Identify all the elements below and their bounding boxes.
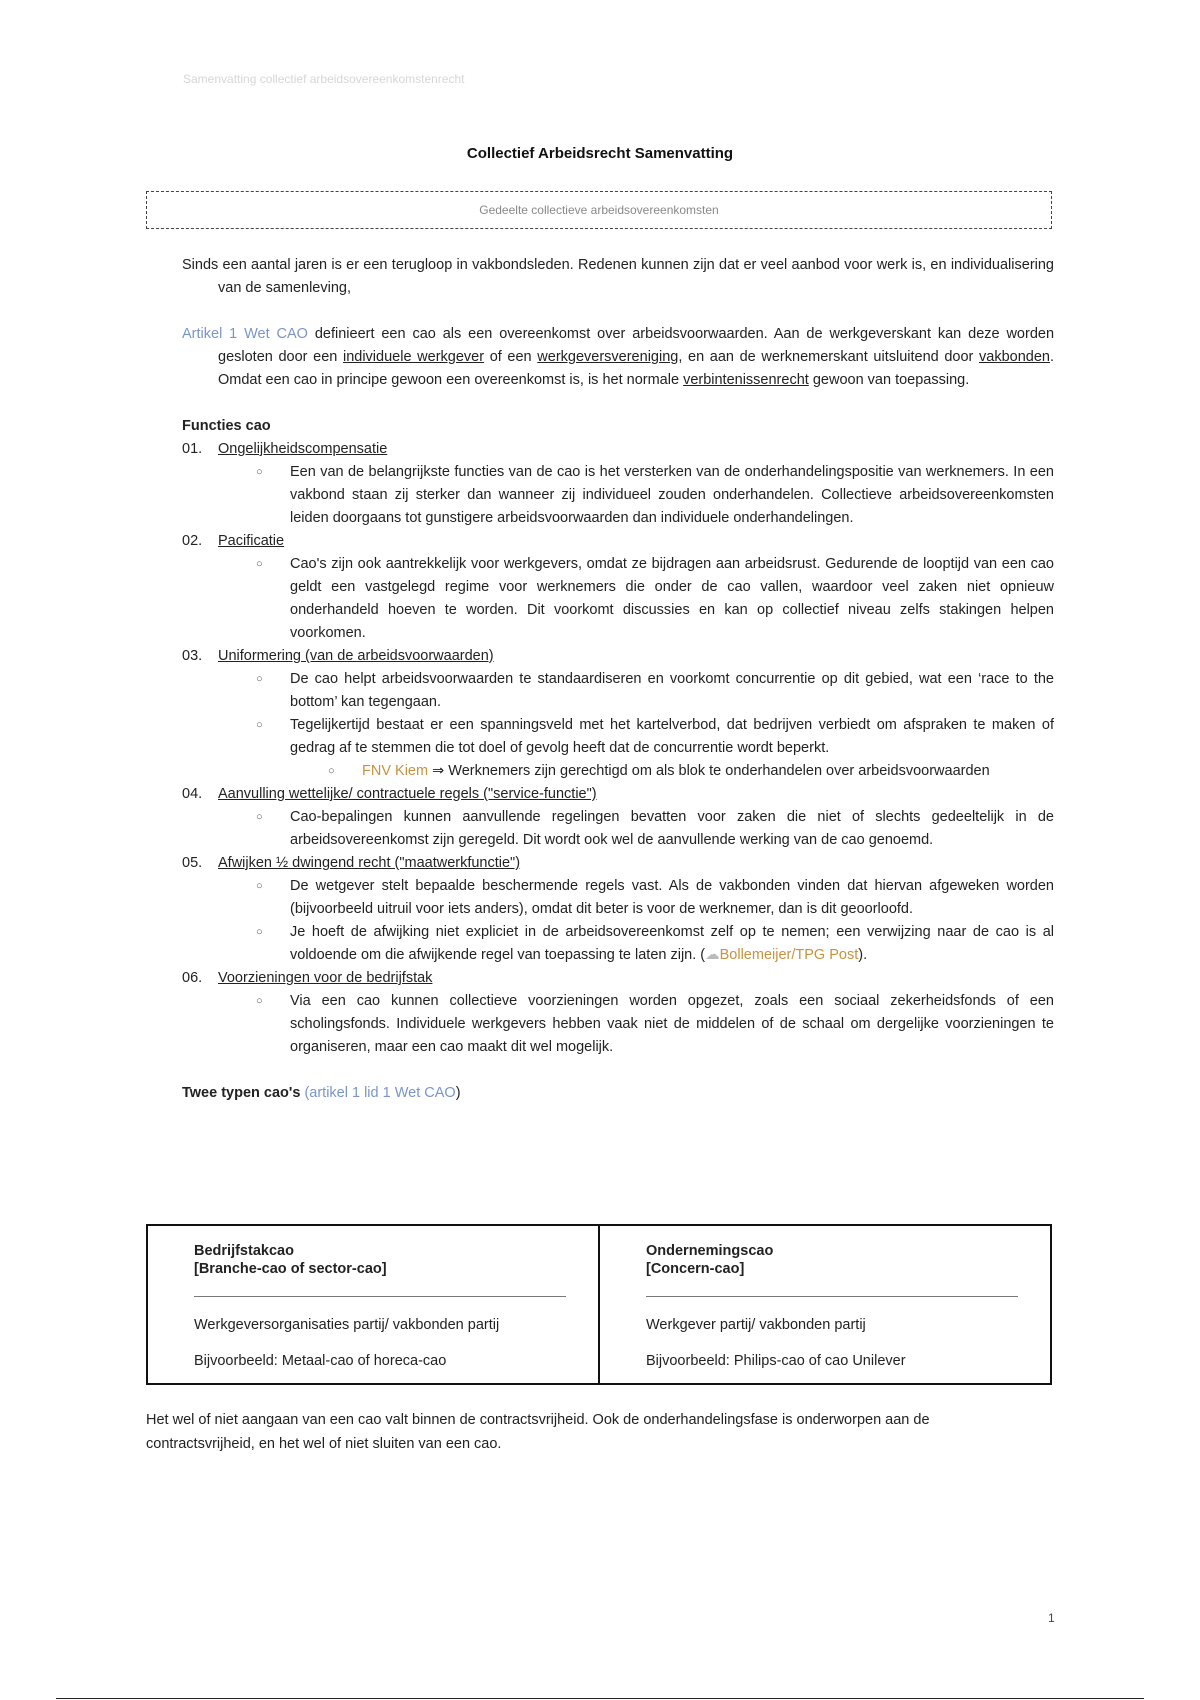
column-subtitle: [Concern-cao] [646, 1261, 745, 1277]
bullet-icon: ○ [256, 466, 263, 478]
bullet-icon: ○ [256, 995, 263, 1007]
running-header: Samenvatting collectief arbeidsovereenkomstenrecht [183, 72, 465, 86]
law-reference-link[interactable]: artikel 1 lid 1 Wet CAO [309, 1085, 456, 1101]
document-body [182, 254, 1054, 1105]
function-item: 04. Aanvulling wettelijke/ contractuele regels ("service-functie") [182, 786, 597, 802]
example-text: Bijvoorbeeld: Philips-cao of cao Unilever [646, 1353, 906, 1369]
sub-list-item: ○ FNV Kiem ⇒ Werknemers zijn gerechtigd om als blok te onderhandelen over arbeidsvoorwaarden [182, 760, 1054, 783]
function-title: Aanvulling wettelijke/ contractuele regels ("service-functie") [218, 786, 597, 802]
list-item: ○ Je hoeft de afwijking niet expliciet in de arbeidsovereenkomst zelf op te nemen; een verwijzing naar de cao is al voldoende om die afwijkende regel van toepassing te laten zijn. (☁Bollemeijer/TPG Post). [182, 921, 1054, 967]
page-number: 1 [1048, 1611, 1055, 1625]
column-title: Bedrijfstakcao [194, 1243, 294, 1259]
function-title: Afwijken ½ dwingend recht ("maatwerkfunctie") [218, 855, 521, 871]
subtitle-text: Gedeelte collectieve arbeidsovereenkomsten [479, 203, 719, 217]
function-item: 05. Afwijken ½ dwingend recht ("maatwerkfunctie") [182, 855, 521, 871]
column-title: Ondernemingscao [646, 1243, 774, 1259]
list-item: ○ Via een cao kunnen collectieve voorzieningen worden opgezet, zoals een sociaal zekerheidsfonds of een scholingsfonds. Individuele werkgevers hebben vaak niet de middelen of de schaal om dergelijke voorzieningen te organiseren, maar een cao maakt dit wel mogelijk. [182, 990, 1054, 1059]
case-reference-link[interactable]: Bollemeijer/TPG Post [719, 947, 859, 963]
definition-paragraph: Artikel 1 Wet CAO definieert een cao als een overeenkomst over arbeidsvoorwaarden. Aan de werkgeverskant kan deze worden gesloten door een individuele werkgever of een werkgeversvereniging, en aan de werknemerskant uitsluitend door vakbonden. Omdat een cao in principe gewoon een overeenkomst is, is het normale verbintenissenrecht gewoon van toepassing. [182, 326, 1055, 388]
subtitle-box [146, 191, 1052, 229]
arrow-icon: ⇒ [432, 763, 445, 779]
divider [194, 1296, 566, 1297]
bullet-icon: ○ [256, 673, 263, 685]
function-item: 06. Voorzieningen voor de bedrijfstak [182, 970, 433, 986]
function-item: 01. Ongelijkheidscompensatie [182, 441, 388, 457]
function-item: 02. Pacificatie [182, 533, 285, 549]
parties-text: Werkgever partij/ vakbonden partij [646, 1317, 866, 1333]
table-column [148, 1226, 598, 1383]
types-heading: Twee typen cao's (artikel 1 lid 1 Wet CAO) [182, 1085, 461, 1101]
divider [56, 1698, 1144, 1699]
closing-paragraph: Het wel of niet aangaan van een cao valt binnen de contractsvrijheid. Ook de onderhandelingsfase is onderworpen aan de contractsvrijheid, en het wel of niet sluiten van een cao. [146, 1412, 930, 1452]
function-title: Voorzieningen voor de bedrijfstak [218, 970, 433, 986]
parties-text: Werkgeversorganisaties partij/ vakbonden partij [194, 1317, 500, 1333]
list-item: ○ Tegelijkertijd bestaat er een spanningsveld met het kartelverbod, dat bedrijven verbiedt om afspraken te maken of gedrag af te stemmen die tot doel of gevolg heeft dat de concurrentie wordt beperkt. [182, 714, 1054, 760]
cao-types-table [146, 1224, 1052, 1385]
cloud-icon: ☁ [705, 947, 720, 963]
table-column [598, 1226, 1050, 1383]
bullet-icon: ○ [256, 811, 263, 823]
function-title: Uniformering (van de arbeidsvoorwaarden) [218, 648, 494, 664]
law-reference-link[interactable]: Artikel 1 Wet CAO [182, 326, 308, 342]
bullet-icon: ○ [256, 926, 263, 938]
list-item: ○ Een van de belangrijkste functies van de cao is het versterken van de onderhandelingspositie van werknemers. In een vakbond staan zij sterker dan wanneer zij individueel zouden onderhandelen. Collectieve arbeidsovereenkomsten leiden doorgaans tot gunstigere arbeidsvoorwaarden dan individuele onderhandelingen. [182, 461, 1054, 530]
list-item: ○ De cao helpt arbeidsvoorwaarden te standaardiseren en voorkomt concurrentie op dit gebied, wat een ‘race to the bottom’ kan tegengaan. [182, 668, 1054, 714]
bullet-icon: ○ [256, 880, 263, 892]
example-text: Bijvoorbeeld: Metaal-cao of horeca-cao [194, 1353, 447, 1369]
divider [646, 1296, 1018, 1297]
function-item: 03. Uniformering (van de arbeidsvoorwaarden) [182, 648, 494, 664]
list-item: ○ Cao's zijn ook aantrekkelijk voor werkgevers, omdat ze bijdragen aan arbeidsrust. Gedurende de looptijd van een cao geldt een vastgelegd regime voor werknemers die onder de cao vallen, waardoor veel zaken niet opnieuw onderhandeld hoeven te worden. Dit voorkomt discussies en kan op collectief niveau zelfs stakingen helpen voorkomen. [182, 553, 1054, 645]
bullet-icon: ○ [256, 719, 263, 731]
list-item: ○ De wetgever stelt bepaalde beschermende regels vast. Als de vakbonden vinden dat hiervan afgeweken worden (bijvoorbeeld uitruil voor iets anders), omdat dit beter is voor de werknemer, dan is dit geoorloofd. [182, 875, 1054, 921]
bullet-icon: ○ [328, 765, 335, 777]
case-reference-link[interactable]: FNV Kiem [362, 763, 429, 779]
functions-heading: Functies cao [182, 418, 271, 434]
function-title: Pacificatie [218, 533, 285, 549]
list-item: ○ Cao-bepalingen kunnen aanvullende regelingen bevatten voor zaken die niet of slechts gedeeltelijk in de arbeidsovereenkomst zijn geregeld. Dit wordt ook wel de aanvullende werking van de cao genoemd. [182, 806, 1054, 852]
page-title: Collectief Arbeidsrecht Samenvatting [466, 145, 734, 162]
function-title: Ongelijkheidscompensatie [218, 441, 388, 457]
bullet-icon: ○ [256, 558, 263, 570]
intro-paragraph: Sinds een aantal jaren is er een terugloop in vakbondsleden. Redenen kunnen zijn dat er veel aanbod voor werk is, en individualisering van de samenleving, [182, 257, 1054, 296]
column-subtitle: [Branche-cao of sector-cao] [194, 1261, 387, 1277]
